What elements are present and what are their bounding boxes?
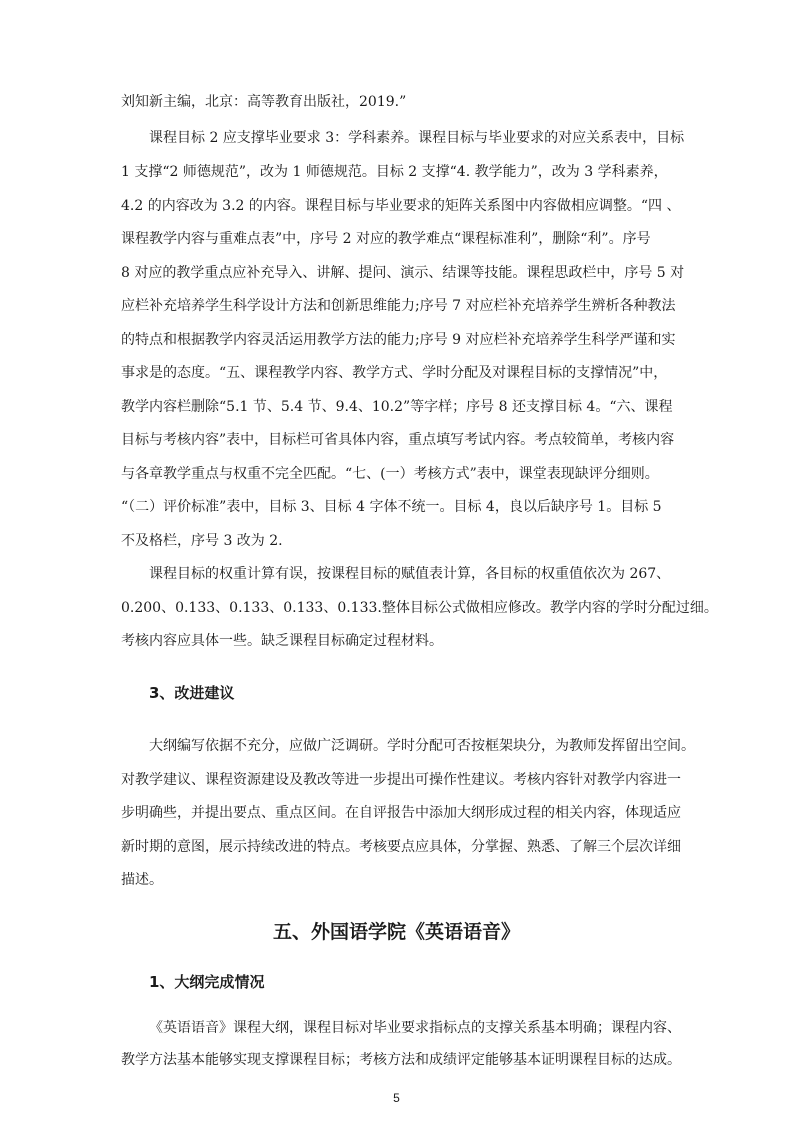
text-line: 描述。 <box>121 872 163 888</box>
text-line: 课程目标的权重计算有误，按课程目标的赋值表计算，各目标的权重值依次为 267、 <box>149 566 671 582</box>
text-line: 不及格栏，序号 3 改为 2. <box>121 533 283 549</box>
text-line: 对教学建议、课程资源建设及教改等进一步提出可操作性建议。考核内容针对教学内容进一 <box>121 772 681 788</box>
text-line: 步明确些，并提出要点、重点区间。在自评报告中添加大纲形成过程的相关内容，体现适应 <box>121 805 681 821</box>
subsection-heading: 3、改进建议 <box>149 684 235 702</box>
text-line: 刘知新主编，北京：高等教育出版社，2019.” <box>121 94 407 110</box>
text-line: 新时期的意图，展示持续改进的特点。考核要点应具体，分掌握、熟悉、了解三个层次详细 <box>121 839 681 855</box>
text-line: 4.2 的内容改为 3.2 的内容。课程目标与毕业要求的矩阵关系图中内容做相应调整。“四 、 <box>121 198 681 214</box>
subsection-heading: 1、大纲完成情况 <box>149 973 265 991</box>
text-line: 课程教学内容与重难点表”中，序号 2 对应的教学难点“课程标准利”，删除“利”。序号 <box>121 231 651 247</box>
text-line: 应栏补充培养学生科学设计方法和创新思维能力;序号 7 对应栏补充培养学生辨析各种教法 <box>121 298 676 314</box>
text-line: 与各章教学重点与权重不完全匹配。“七、(一）考核方式”表中，课堂表现缺评分细则。 <box>121 466 659 482</box>
text-line: 事求是的态度。“五、课程教学内容、教学方式、学时分配及对课程目标的支撑情况”中， <box>121 365 668 381</box>
text-line: 教学方法基本能够实现支撑课程目标；考核方法和成绩评定能够基本证明课程目标的达成。 <box>121 1052 681 1068</box>
text-line: 的特点和根据教学内容灵活运用教学方法的能力;序号 9 对应栏补充培养学生科学严谨和实 <box>121 332 676 348</box>
text-line: “（二）评价标准”表中，目标 3、目标 4 字体不统一。目标 4，良以后缺序号 1。目标 5 <box>121 499 662 515</box>
text-line: 《英语语音》课程大纲，课程目标对毕业要求指标点的支撑关系基本明确；课程内容、 <box>149 1020 681 1036</box>
page-number: 5 <box>393 1091 400 1105</box>
text-line: 大纲编写依据不充分，应做广泛调研。学时分配可否按框架块分，为教师发挥留出空间。 <box>149 738 695 754</box>
text-line: 8 对应的教学重点应补充导入、讲解、提问、演示、结课等技能。课程思政栏中，序号 5 对 <box>121 265 685 281</box>
text-line: 1 支撑“2 师德规范”，改为 1 师德规范。目标 2 支撑“4. 教学能力”，改为 3 学科素养， <box>121 164 668 180</box>
text-line: 0.200、0.133、0.133、0.133、0.133.整体目标公式做相应修改。教学内容的学时分配过细。 <box>121 600 718 616</box>
section-title: 五、外国语学院《英语语音》 <box>272 921 520 943</box>
text-line: 目标与考核内容”表中，目标栏可省具体内容，重点填写考试内容。考点较简单，考核内容 <box>121 432 675 448</box>
text-line: 课程目标 2 应支撑毕业要求 3：学科素养。课程目标与毕业要求的对应关系表中，目标 <box>149 130 685 146</box>
text-line: 考核内容应具体一些。缺乏课程目标确定过程材料。 <box>121 633 443 649</box>
text-line: 教学内容栏删除“5.1 节、5.4 节、9.4、10.2”等字样；序号 8 还支撑目标 4。“六、课程 <box>121 399 673 415</box>
